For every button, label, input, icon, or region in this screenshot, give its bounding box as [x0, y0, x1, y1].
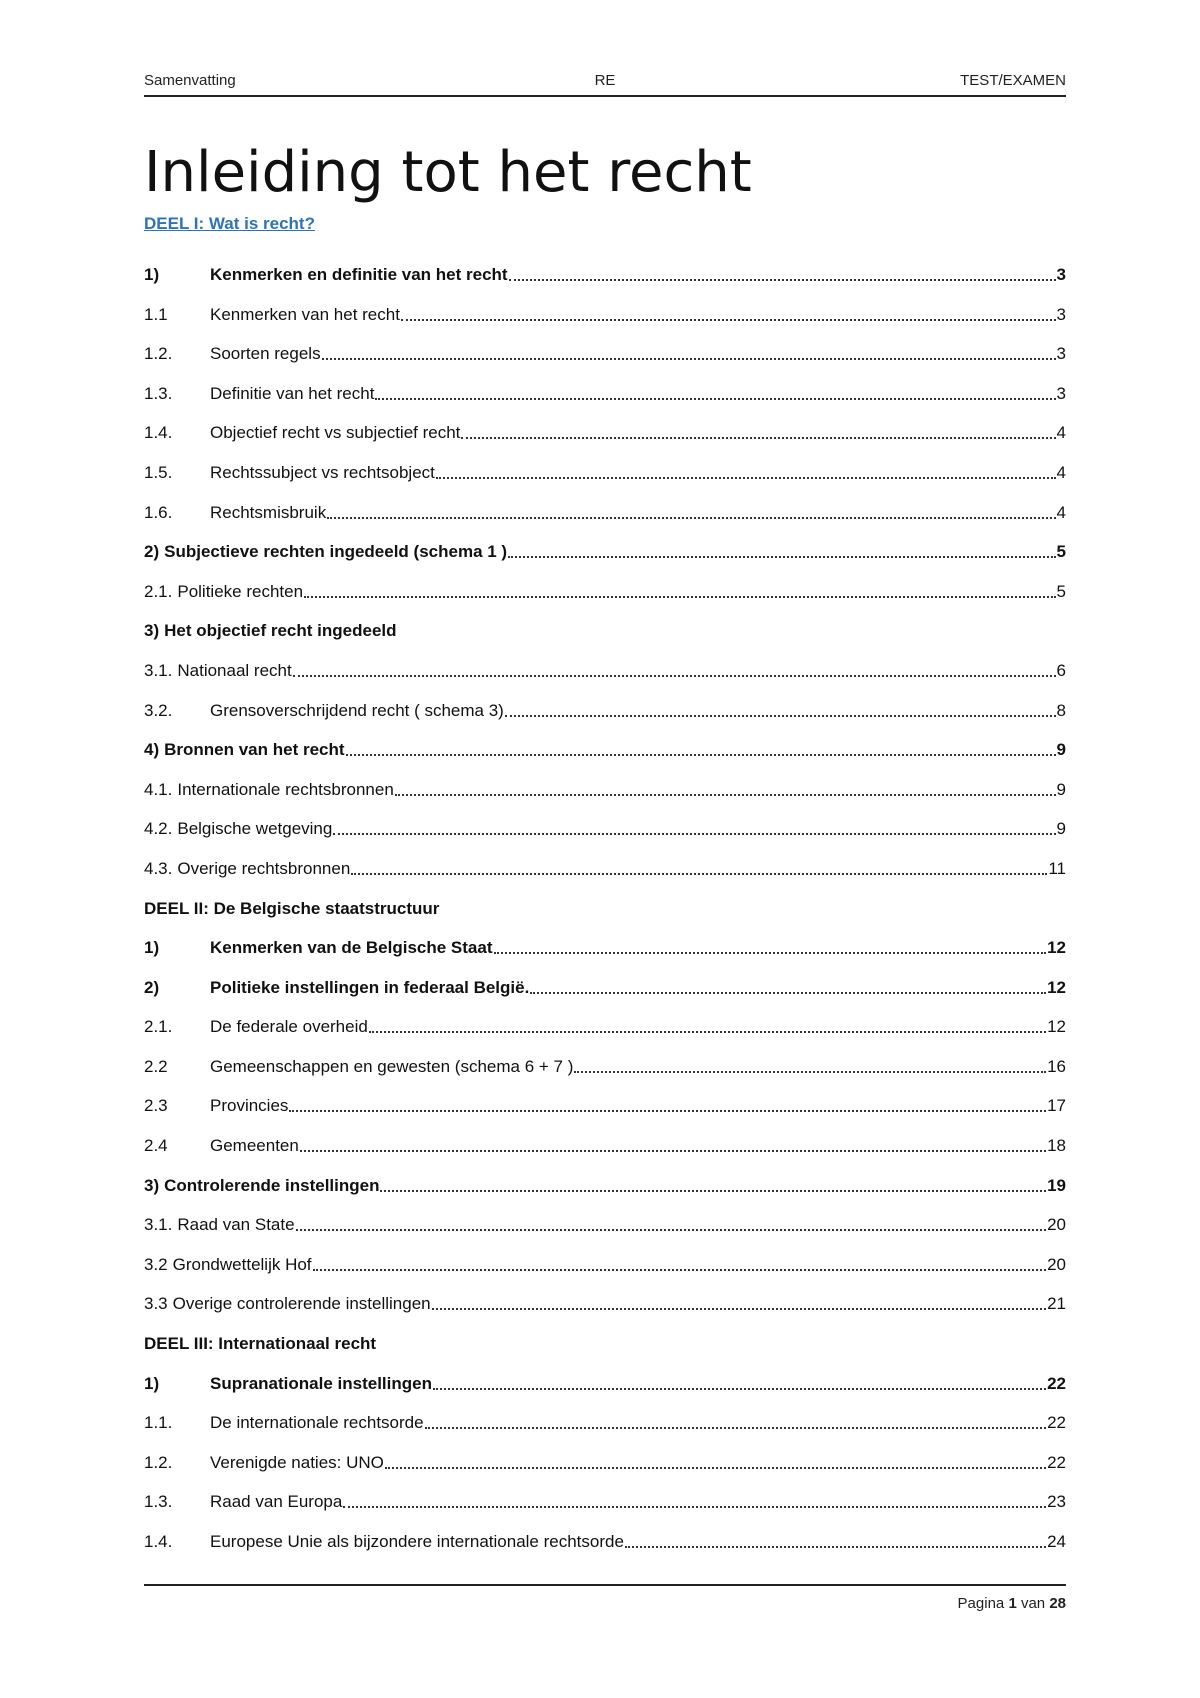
toc-dot-leader: [375, 381, 1055, 400]
toc-entry[interactable]: [144, 816, 1066, 856]
toc-dot-leader: [625, 1529, 1046, 1548]
toc-entry-page-number: 11: [1048, 858, 1066, 878]
toc-entry-title: Provincies: [210, 1096, 289, 1116]
toc-entry-title: Kenmerken van het recht: [210, 304, 400, 324]
toc-entry-number: 1): [144, 938, 160, 958]
toc-entry-number: 3.2.: [144, 700, 173, 720]
toc-dot-leader: [395, 777, 1056, 796]
toc-entry-number: 1.4.: [144, 423, 173, 443]
toc-entry-title: Grensoverschrijdend recht ( schema 3): [210, 700, 504, 720]
toc-entry[interactable]: [144, 1014, 1066, 1054]
toc-entry[interactable]: [144, 1529, 1066, 1569]
toc-entry[interactable]: [144, 1291, 1066, 1331]
header-center: RE: [594, 72, 616, 89]
toc-entry-page-number: 5: [1056, 581, 1066, 601]
toc-entry-page-number: 23: [1047, 1492, 1066, 1512]
toc-entry[interactable]: [144, 420, 1066, 460]
toc-dot-leader: [461, 420, 1055, 439]
toc-entry-number: 4.1.: [144, 779, 173, 799]
toc-entry-title: Grondwettelijk Hof: [172, 1254, 312, 1274]
toc-entry[interactable]: [144, 777, 1066, 817]
toc-entry-title: De internationale rechtsorde: [210, 1413, 424, 1433]
toc-entry-page-number: 9: [1056, 779, 1066, 799]
toc-entry-page-number: 4: [1056, 423, 1066, 443]
toc-entry-title: Politieke instellingen in federaal België.: [210, 977, 530, 997]
toc-entry-number: 3.1.: [144, 1215, 173, 1235]
toc-entry-page-number: 22: [1047, 1373, 1066, 1393]
toc-entry-number: 3): [144, 1175, 160, 1195]
toc-dot-leader: [508, 539, 1055, 558]
toc-entry[interactable]: [144, 302, 1066, 342]
toc-entry-title: Kenmerken en definitie van het recht: [210, 265, 508, 284]
toc-dot-leader: [505, 698, 1056, 717]
toc-entry-number: 2): [144, 977, 160, 997]
toc-entry-page-number: 9: [1056, 819, 1066, 839]
toc-entry[interactable]: [144, 1252, 1066, 1292]
toc-entry-number: 4.3.: [144, 858, 173, 878]
toc-dot-leader: [304, 579, 1055, 598]
toc-entry[interactable]: [144, 658, 1066, 698]
toc-entry-number: 3): [144, 621, 160, 641]
toc-entry-number: 3.2: [144, 1254, 168, 1274]
toc-dot-leader: [300, 1133, 1046, 1152]
table-of-contents: [144, 262, 1066, 1569]
toc-dot-leader: [385, 1450, 1046, 1469]
toc-entry-page-number: 18: [1047, 1136, 1066, 1156]
toc-entry-number: 1.4.: [144, 1532, 173, 1551]
toc-entry-page-number: 16: [1047, 1056, 1066, 1076]
toc-entry-number: 2): [144, 542, 160, 562]
toc-entry-page-number: 8: [1056, 700, 1066, 720]
toc-entry[interactable]: [144, 262, 1066, 302]
toc-entry[interactable]: [144, 1489, 1066, 1529]
toc-entry-number: 1.2.: [144, 344, 173, 364]
toc-entry-title: Belgische wetgeving: [177, 819, 333, 839]
toc-dot-leader: [296, 1212, 1047, 1231]
toc-entry-number: 3.1.: [144, 660, 173, 680]
toc-entry-title: DEEL II: De Belgische staatstructuur: [144, 898, 440, 918]
toc-entry-title: Het objectief recht ingedeeld: [164, 621, 397, 641]
toc-dot-leader: [494, 935, 1047, 954]
toc-entry[interactable]: [144, 1331, 1066, 1371]
toc-entry[interactable]: [144, 341, 1066, 381]
toc-entry[interactable]: [144, 1133, 1066, 1173]
page-footer: [958, 1595, 1066, 1612]
toc-entry-title: DEEL III: Internationaal recht: [144, 1334, 377, 1354]
header-left: Samenvatting: [144, 72, 236, 89]
toc-entry-page-number: 12: [1047, 1017, 1066, 1037]
toc-entry-number: 1.1: [144, 304, 168, 324]
toc-entry-number: 1.5.: [144, 462, 173, 482]
toc-entry-title: Overige controlerende instellingen: [172, 1294, 431, 1314]
header-right: TEST/EXAMEN: [960, 72, 1066, 89]
toc-entry-number: 1): [144, 1373, 160, 1393]
toc-entry-title: Bronnen van het recht: [164, 740, 345, 760]
toc-entry-page-number: 4: [1056, 462, 1066, 482]
toc-entry-page-number: 9: [1056, 740, 1066, 760]
toc-entry-number: 1.3.: [144, 383, 173, 403]
toc-entry-title: Gemeenschappen en gewesten (schema 6 + 7 ): [210, 1056, 574, 1076]
toc-entry-number: 2.3: [144, 1096, 168, 1116]
document-title: Inleiding tot het recht: [144, 140, 752, 205]
toc-entry-page-number: 4: [1056, 502, 1066, 522]
toc-dot-leader: [509, 262, 1056, 281]
toc-entry[interactable]: [144, 579, 1066, 619]
footer-current-page: 1: [1008, 1595, 1017, 1612]
toc-entry-title: Politieke rechten: [177, 581, 304, 601]
toc-dot-leader: [433, 1371, 1046, 1390]
toc-dot-leader: [380, 1173, 1046, 1192]
toc-entry-page-number: 24: [1047, 1532, 1066, 1551]
toc-dot-leader: [343, 1489, 1046, 1508]
toc-entry-number: 2.2: [144, 1056, 168, 1076]
toc-entry-title: Overige rechtsbronnen: [177, 858, 351, 878]
toc-entry[interactable]: [144, 856, 1066, 896]
toc-dot-leader: [401, 302, 1056, 321]
toc-entry[interactable]: [144, 698, 1066, 738]
toc-dot-leader: [346, 737, 1056, 756]
toc-entry-title: Internationale rechtsbronnen: [177, 779, 394, 799]
toc-entry-title: Raad van State: [177, 1215, 295, 1235]
toc-dot-leader: [436, 460, 1056, 479]
toc-entry[interactable]: [144, 618, 1066, 658]
toc-entry-title: Gemeenten: [210, 1136, 299, 1156]
toc-entry-title: Supranationale instellingen: [210, 1373, 432, 1393]
toc-entry-title: Rechtsmisbruik: [210, 502, 327, 522]
toc-entry-title: Objectief recht vs subjectief recht: [210, 423, 461, 443]
toc-entry[interactable]: [144, 1173, 1066, 1213]
toc-entry-number: 2.4: [144, 1136, 168, 1156]
toc-entry[interactable]: [144, 1410, 1066, 1450]
toc-dot-leader: [322, 341, 1056, 360]
toc-entry[interactable]: [144, 500, 1066, 540]
toc-dot-leader: [313, 1252, 1047, 1271]
toc-dot-leader: [574, 1054, 1046, 1073]
toc-entry-number: 2.1.: [144, 581, 173, 601]
toc-dot-leader: [432, 1291, 1046, 1310]
toc-dot-leader: [369, 1014, 1046, 1033]
toc-entry-title: Nationaal recht: [177, 660, 292, 680]
toc-entry-title: Controlerende instellingen: [164, 1175, 380, 1195]
toc-entry-page-number: 22: [1047, 1413, 1066, 1433]
toc-entry-title: Raad van Europa: [210, 1492, 343, 1512]
toc-entry-page-number: 21: [1047, 1294, 1066, 1314]
toc-entry[interactable]: [144, 381, 1066, 421]
footer-rule: [144, 1584, 1066, 1586]
toc-entry[interactable]: [144, 737, 1066, 777]
toc-entry-number: 1.1.: [144, 1413, 173, 1433]
toc-entry-page-number: 3: [1056, 265, 1066, 284]
toc-entry-number: 1): [144, 265, 160, 284]
toc-dot-leader: [289, 1093, 1046, 1112]
header-rule: [144, 95, 1066, 97]
toc-dot-leader: [530, 975, 1046, 994]
toc-entry[interactable]: [144, 896, 1066, 936]
toc-entry-page-number: 5: [1056, 542, 1066, 562]
toc-entry[interactable]: [144, 1371, 1066, 1411]
page-header: [144, 72, 1066, 94]
toc-entry-number: 1.6.: [144, 502, 173, 522]
deel1-link[interactable]: DEEL I: Wat is recht?: [144, 214, 315, 233]
toc-entry-page-number: 20: [1047, 1254, 1066, 1274]
toc-dot-leader: [333, 816, 1055, 835]
toc-entry-number: 2.1.: [144, 1017, 173, 1037]
toc-entry-number: 3.3: [144, 1294, 168, 1314]
toc-entry-title: De federale overheid: [210, 1017, 368, 1037]
toc-entry-number: 1.2.: [144, 1452, 173, 1472]
toc-entry-number: 4.2.: [144, 819, 173, 839]
toc-entry-title: Rechtssubject vs rechtsobject: [210, 462, 435, 482]
toc-entry-number: 1.3.: [144, 1492, 173, 1512]
toc-entry-page-number: 17: [1047, 1096, 1066, 1116]
toc-entry[interactable]: [144, 975, 1066, 1015]
toc-entry-title: Europese Unie als bijzondere internationale rechtsorde: [210, 1532, 624, 1551]
toc-entry-page-number: 19: [1047, 1175, 1066, 1195]
toc-entry-page-number: 6: [1056, 660, 1066, 680]
toc-dot-leader: [425, 1410, 1047, 1429]
toc-entry-number: 4): [144, 740, 160, 760]
toc-entry[interactable]: [144, 1450, 1066, 1490]
footer-total-pages: 28: [1049, 1595, 1066, 1612]
toc-entry-title: Definitie van het recht: [210, 383, 375, 403]
toc-entry[interactable]: [144, 935, 1066, 975]
toc-entry-page-number: 3: [1056, 304, 1066, 324]
toc-entry[interactable]: [144, 460, 1066, 500]
toc-entry-page-number: 3: [1056, 383, 1066, 403]
toc-entry-title: Soorten regels: [210, 344, 321, 364]
toc-entry-page-number: 22: [1047, 1452, 1066, 1472]
toc-entry[interactable]: [144, 539, 1066, 579]
toc-entry[interactable]: [144, 1212, 1066, 1252]
toc-entry-title: Verenigde naties: UNO: [210, 1452, 384, 1472]
toc-dot-leader: [327, 500, 1055, 519]
toc-dot-leader: [293, 658, 1056, 677]
toc-entry-title: Subjectieve rechten ingedeeld (schema 1 ): [164, 542, 508, 562]
toc-entry-page-number: 12: [1047, 938, 1066, 958]
toc-entry[interactable]: [144, 1054, 1066, 1094]
toc-dot-leader: [351, 856, 1047, 875]
footer-middle: van: [1020, 1595, 1046, 1612]
toc-entry-page-number: 3: [1056, 344, 1066, 364]
toc-entry-page-number: 20: [1047, 1215, 1066, 1235]
toc-entry-title: Kenmerken van de Belgische Staat: [210, 938, 493, 958]
toc-entry[interactable]: [144, 1093, 1066, 1133]
footer-prefix: Pagina: [957, 1595, 1005, 1612]
toc-entry-page-number: 12: [1047, 977, 1066, 997]
